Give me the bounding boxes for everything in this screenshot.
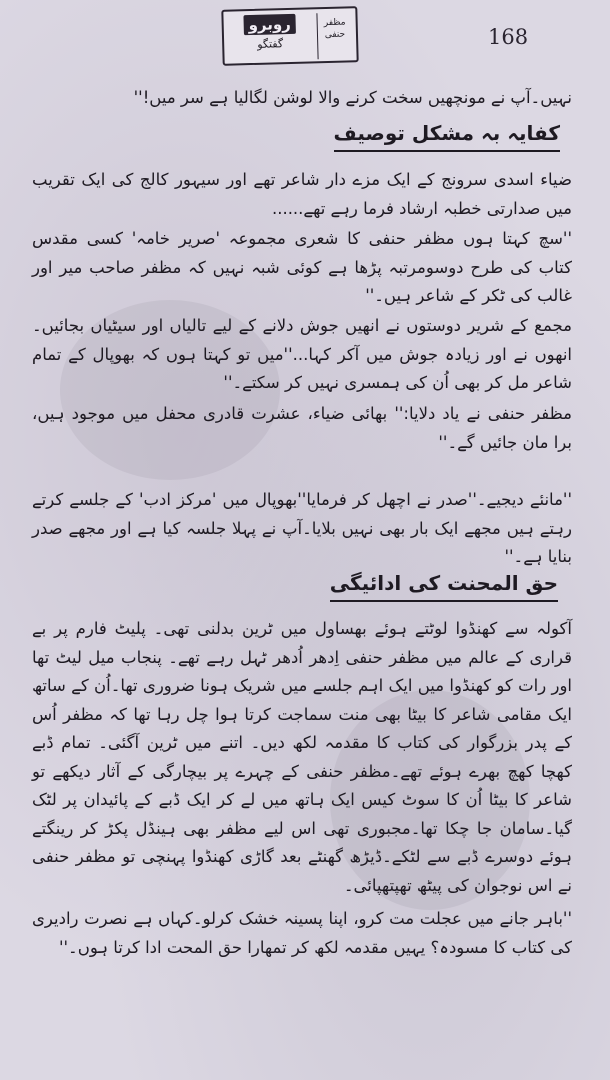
- paragraph: ضیاء اسدی سرونج کے ایک مزے دار شاعر تھے اور سیہور کالج کی ایک تقریب میں صدارتی خطبہ ارشاد فرما رہے تھے......: [32, 170, 572, 218]
- logo-text: [227, 13, 312, 55]
- book-logo: [221, 6, 358, 66]
- paragraph: مجمع کے شریر دوستوں نے انھیں جوش دلانے کے لیے تالیاں اور سیٹیاں بجائیں۔ انھوں نے اور زیادہ جوش میں آکر کہا...''میں تو کہتا ہوں کہ بھوپال کے تمام شاعر مل کر بھی اُن کی ہمسری نہیں کر سکتے۔'': [32, 316, 572, 392]
- logo-side-text: مظفر حنفی: [316, 12, 352, 59]
- page-number: 168: [488, 25, 529, 49]
- section-heading: حق المحنت کی ادائیگی: [330, 568, 558, 602]
- paragraph: آکولہ سے کھنڈوا لوٹتے ہوئے بھساول میں ٹرین بدلنی تھی۔ پلیٹ فارم پر بے قراری کے عالم میں مظفر حنفی اِدھر اُدھر ٹہل رہے تھے۔ پنجاب میل لیٹ تھا اور رات کو کھنڈوا میں ایک اہم جلسے میں شریک ہونا ضروری تھا۔اُن کے ساتھ ایک مقامی شاعر کا بیٹا بھی منت سماجت کرتا ہوا چل رہا تھا کہ مظفر اُس کے پدر بزرگوار کی کتاب کا مقدمہ لکھ دیں۔ اتنے میں ٹرین آگئی۔ تمام ڈبے کھچا کھچ بھرے ہوئے تھے۔مظفر حنفی کے چہرے پر بیچارگی کے آثار دیکھے تو شاعر کا بیٹا اُن کا سوٹ کیس ایک ہاتھ میں لے کر ایک ڈبے کے پائیدان پر لٹک گیا۔سامان جا چکا تھا۔مجبوری تھی اس لیے مظفر بھی ہینڈل پکڑ کر رینگتے ہوئے دوسرے ڈبے سے لٹکے۔ڈیڑھ گھنٹے بعد گاڑی کھنڈوا پہنچی تو مظفر حنفی نے اس نوجوان کی پیٹھ تھپتھپائی۔: [32, 619, 572, 895]
- section-heading: کفایہ بہ مشکل توصیف: [334, 118, 560, 152]
- paragraph: مظفر حنفی نے یاد دلایا:'' بھائی ضیاء، عشرت قادری محفل میں موجود ہیں، برا مان جائیں گے۔'': [32, 404, 572, 452]
- logo-title: روبرو: [243, 14, 296, 35]
- logo-subtitle: گفتگو: [257, 37, 284, 51]
- paragraph: ''باہر جانے میں عجلت مت کرو، اپنا پسینہ خشک کرلو۔کہاں ہے نصرت رادیری کی کتاب کا مسودہ؟ یہیں مقدمہ لکھ کر تمھارا حق المحت ادا کرتا ہوں۔'': [32, 909, 572, 957]
- opening-line: نہیں۔آپ نے مونچھیں سخت کرنے والا لوشن لگالیا ہے سر میں!'': [133, 88, 572, 107]
- paragraph: ''سچ کہتا ہوں مظفر حنفی کا شعری مجموعہ 'صریر خامہ' کسی مقدس کتاب کی طرح دوسومرتبہ پڑھا ہے کوئی شبہ نہیں کہ مظفر صاحب میر اور غالب کی ٹکر کے شاعر ہیں۔'': [32, 229, 572, 305]
- paragraph: ''مانئے دیجیے۔''صدر نے اچھل کر فرمایا''بھوپال میں 'مرکز ادب' کے جلسے کرتے رہتے ہیں مجھے ایک بار بھی نہیں بلایا۔آپ نے پہلا جلسہ کیا ہے اور مجھے صدر بنایا ہے۔'': [32, 490, 572, 566]
